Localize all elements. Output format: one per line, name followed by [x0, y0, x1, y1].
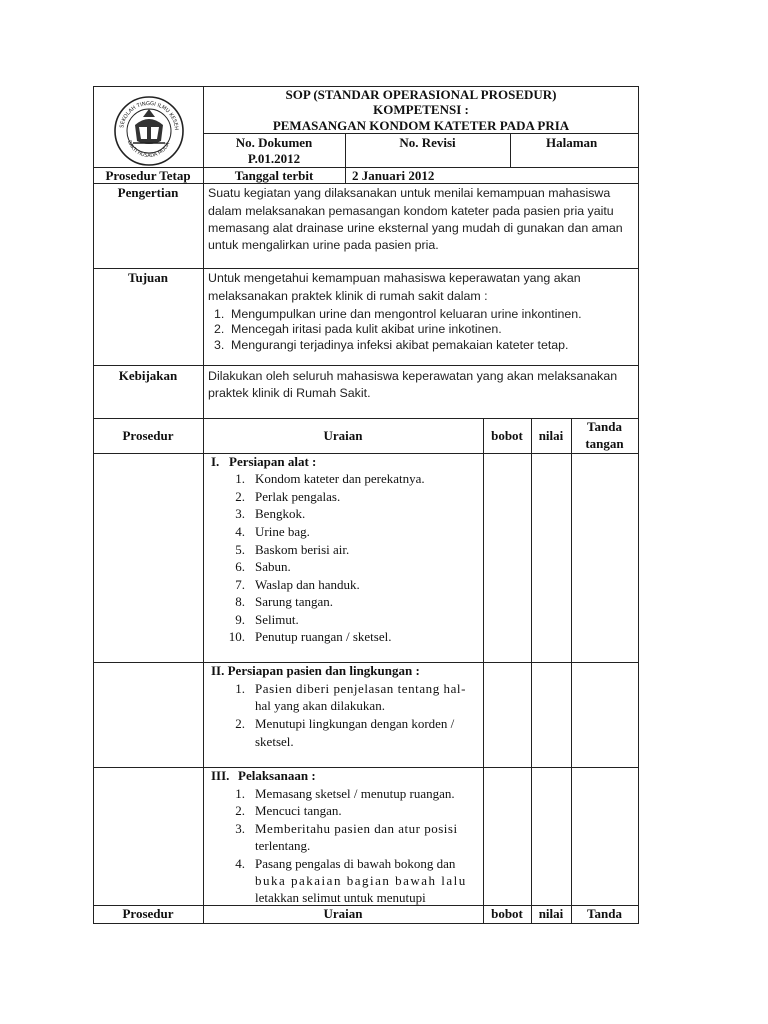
list-item: Perlak pengalas.: [255, 489, 341, 504]
no-dokumen-label: No. Dokumen: [235, 135, 313, 150]
list-number: 2.: [235, 716, 245, 731]
section3-numeral: III.: [211, 768, 230, 783]
prosedur-tetap-label: Prosedur Tetap: [105, 168, 191, 183]
list-number: 6.: [235, 559, 245, 574]
list-item-line: Mencuci tangan.: [255, 803, 342, 818]
table-border: [93, 86, 94, 924]
list-item: Waslap dan handuk.: [255, 577, 360, 592]
table-border: [93, 418, 639, 419]
pengertian-line: Suatu kegiatan yang dilaksanakan untuk menilai kemampuan mahasiswa: [208, 186, 611, 200]
tujuan-item-number: 1.: [214, 307, 225, 321]
tujuan-line: Untuk mengetahui kemampuan mahasiswa keperawatan yang akan: [208, 271, 581, 285]
list-number: 10.: [228, 629, 245, 644]
tanggal-terbit-value: 2 Januari 2012: [352, 168, 435, 183]
tujuan-line: melaksanakan praktek klinik di rumah sakit dalam :: [208, 289, 488, 303]
logo-text-top: SEKOLAH TINGGI ILMU KESEH: [119, 100, 180, 131]
col-header-tanda: Tanda: [587, 419, 622, 434]
footer-header-nilai: nilai: [538, 906, 564, 921]
list-number: 7.: [235, 577, 245, 592]
kebijakan-line: Dilakukan oleh seluruh mahasiswa keperawatan yang akan melaksanakan: [208, 369, 618, 383]
list-item: Bengkok.: [255, 506, 306, 521]
kebijakan-label: Kebijakan: [118, 368, 178, 383]
pengertian-label: Pengertian: [117, 185, 179, 200]
list-number: 9.: [235, 612, 245, 627]
pengertian-line: untuk mengalirkan urine pada pasien pria.: [208, 238, 439, 252]
col-header-bobot: bobot: [491, 428, 523, 443]
list-item-line: Memasang sketsel / menutup ruangan.: [255, 786, 455, 801]
tujuan-item-number: 3.: [214, 338, 225, 352]
list-item-line: Memberitahu pasien dan atur posisi: [255, 821, 458, 836]
table-border: [638, 86, 639, 924]
tujuan-label: Tujuan: [128, 270, 168, 285]
list-item-line: terlentang.: [255, 838, 311, 853]
table-border: [483, 418, 484, 924]
section1-numeral: I.: [211, 454, 220, 469]
list-item-line: hal yang akan dilakukan.: [255, 698, 385, 713]
list-item-line: sketsel.: [255, 734, 294, 749]
col-header-prosedur: Prosedur: [122, 428, 174, 443]
list-number: 4.: [235, 856, 245, 871]
footer-header-uraian: Uraian: [323, 906, 363, 921]
table-border: [203, 86, 204, 924]
title-line-2: KOMPETENSI :: [373, 102, 469, 117]
table-border: [93, 365, 639, 366]
col-header-nilai: nilai: [538, 428, 564, 443]
table-border: [531, 418, 532, 924]
table-border: [93, 923, 639, 924]
list-item: Urine bag.: [255, 524, 310, 539]
col-header-uraian: Uraian: [323, 428, 363, 443]
list-item-line: Menutupi lingkungan dengan korden /: [255, 716, 455, 731]
list-number: 8.: [235, 594, 245, 609]
table-border: [510, 133, 511, 168]
col-header-tangan: tangan: [585, 436, 624, 451]
tujuan-item-number: 2.: [214, 322, 225, 336]
list-number: 1.: [235, 681, 245, 696]
footer-header-tanda: Tanda: [587, 906, 622, 921]
list-number: 2.: [235, 489, 245, 504]
list-number: 1.: [235, 786, 245, 801]
tujuan-item: Mencegah iritasi pada kulit akibat urine inkotinen.: [231, 322, 502, 336]
list-item-line: Pasang pengalas di bawah bokong dan: [255, 856, 456, 871]
list-item: Kondom kateter dan perekatnya.: [255, 471, 425, 486]
list-item: Sabun.: [255, 559, 291, 574]
institution-logo: [113, 95, 185, 167]
list-item-line: buka pakaian bagian bawah lalu: [255, 873, 467, 888]
list-item: Baskom berisi air.: [255, 542, 350, 557]
list-item: Sarung tangan.: [255, 594, 333, 609]
table-border: [93, 767, 639, 768]
no-dokumen-value: P.01.2012: [247, 151, 301, 166]
tujuan-item: Mengurangi terjadinya infeksi akibat pemakaian kateter tetap.: [231, 338, 569, 352]
list-number: 4.: [235, 524, 245, 539]
list-number: 3.: [235, 821, 245, 836]
kebijakan-line: praktek klinik di Rumah Sakit.: [208, 386, 371, 400]
list-item: Selimut.: [255, 612, 299, 627]
section2-title: II. Persiapan pasien dan lingkungan :: [211, 663, 420, 678]
halaman-label: Halaman: [546, 135, 598, 150]
tanggal-terbit-label: Tanggal terbit: [234, 168, 314, 183]
section1-title: Persiapan alat :: [229, 454, 317, 469]
table-border: [93, 268, 639, 269]
pengertian-line: memasang alat drainase urine eksternal yang mudah di gunakan dan aman: [208, 221, 623, 235]
list-number: 3.: [235, 506, 245, 521]
footer-header-bobot: bobot: [491, 906, 523, 921]
logo-text-bottom: BAKTI HUSADA MULIA: [125, 139, 172, 160]
list-number: 5.: [235, 542, 245, 557]
list-number: 2.: [235, 803, 245, 818]
list-item: Penutup ruangan / sketsel.: [255, 629, 392, 644]
no-revisi-label: No. Revisi: [399, 135, 456, 150]
tujuan-item: Mengumpulkan urine dan mengontrol keluaran urine inkontinen.: [231, 307, 582, 321]
footer-header-prosedur: Prosedur: [122, 906, 174, 921]
section3-title: Pelaksanaan :: [238, 768, 316, 783]
title-line-1: SOP (STANDAR OPERASIONAL PROSEDUR): [285, 87, 557, 102]
list-item-line: Pasien diberi penjelasan tentang hal-: [255, 681, 466, 696]
list-item-line: letakkan selimut untuk menutupi: [255, 890, 426, 905]
list-number: 1.: [235, 471, 245, 486]
pengertian-line: dalam melaksanakan pemasangan kondom kateter pada pasien pria yaitu: [208, 204, 614, 218]
table-border: [571, 418, 572, 924]
table-border: [93, 453, 639, 454]
title-line-3: PEMASANGAN KONDOM KATETER PADA PRIA: [272, 118, 570, 133]
